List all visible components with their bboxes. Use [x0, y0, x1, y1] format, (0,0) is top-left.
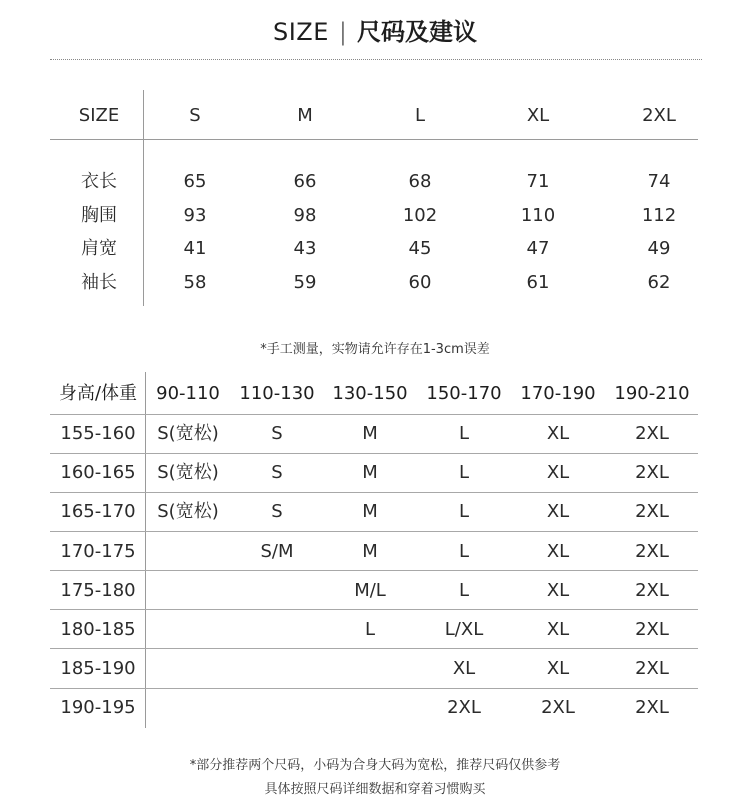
recommended-size: XL	[546, 423, 570, 444]
size-column-header: S	[189, 105, 201, 126]
measure-value: 93	[183, 205, 207, 226]
recommended-size: 2XL	[635, 579, 669, 601]
recommended-size: M	[362, 501, 378, 523]
recommended-size: S(宽松)	[157, 462, 219, 484]
title-separator: |	[338, 18, 347, 46]
dotted-divider	[50, 59, 702, 60]
weight-column-header: 150-170	[426, 383, 502, 404]
measure-value: 49	[647, 238, 671, 259]
table-row-divider	[50, 531, 698, 532]
measure-value: 41	[183, 238, 207, 259]
weight-column-header: 190-210	[614, 383, 690, 404]
height-row-label: 190-195	[60, 697, 136, 719]
table-row-divider	[50, 648, 698, 649]
weight-column-header: 130-150	[332, 383, 408, 404]
recommended-size: S/M	[260, 540, 294, 562]
recommended-size: S	[271, 462, 283, 484]
recommended-size: M/L	[354, 579, 386, 601]
table-header-divider	[50, 139, 698, 140]
measure-row-label: 衣长	[81, 171, 117, 192]
height-row-label: 175-180	[60, 579, 136, 601]
recommended-size: XL	[546, 462, 570, 484]
recommended-size: 2XL	[541, 697, 575, 719]
measure-value: 74	[647, 171, 671, 192]
recommended-size: M	[362, 540, 378, 562]
measure-value: 61	[526, 272, 550, 293]
table-row-divider	[50, 414, 698, 415]
recommended-size: 2XL	[635, 501, 669, 523]
table-row-divider	[50, 609, 698, 610]
size-column-header: XL	[526, 105, 550, 126]
measure-value: 58	[183, 272, 207, 293]
height-row-label: 155-160	[60, 423, 136, 444]
height-row-label: 180-185	[60, 619, 136, 640]
height-row-label: 160-165	[60, 462, 136, 484]
weight-column-header: 170-190	[520, 383, 596, 404]
size-recommendation-table	[50, 372, 698, 728]
table-vertical-divider	[145, 372, 146, 728]
size-header-label: SIZE	[78, 105, 120, 126]
recommended-size: XL	[546, 540, 570, 562]
recommended-size: XL	[546, 619, 570, 640]
weight-column-header: 90-110	[156, 383, 220, 404]
size-column-header: 2XL	[642, 105, 676, 126]
table-row-divider	[50, 688, 698, 689]
recommended-size: L	[458, 462, 470, 484]
footer-note-line-2: 具体按照尺码详细数据和穿着习惯购买	[264, 782, 486, 797]
measure-value: 98	[293, 205, 317, 226]
measurement-note: *手工测量，实物请允许存在1-3cm误差	[260, 342, 490, 357]
measure-row-label: 肩宽	[81, 238, 117, 259]
table-row-divider	[50, 453, 698, 454]
measure-value: 110	[520, 205, 556, 226]
measure-value: 68	[408, 171, 432, 192]
measure-row-label: 袖长	[81, 272, 117, 293]
measure-value: 45	[408, 238, 432, 259]
recommended-size: L	[364, 619, 376, 640]
size-column-header: M	[297, 105, 313, 126]
recommended-size: 2XL	[635, 619, 669, 640]
recommended-size: XL	[546, 658, 570, 680]
recommended-size: S	[271, 501, 283, 523]
size-column-header: L	[414, 105, 426, 126]
recommended-size: XL	[546, 501, 570, 523]
recommended-size: 2XL	[635, 697, 669, 719]
recommended-size: L	[458, 540, 470, 562]
table-row-divider	[50, 492, 698, 493]
measure-value: 47	[526, 238, 550, 259]
recommended-size: M	[362, 423, 378, 444]
measure-value: 65	[183, 171, 207, 192]
footer-note-line-1: *部分推荐两个尺码，小码为合身大码为宽松，推荐尺码仅供参考	[189, 758, 561, 773]
recommended-size: 2XL	[635, 658, 669, 680]
height-row-label: 185-190	[60, 658, 136, 680]
page-title	[0, 14, 750, 50]
table-vertical-divider	[143, 90, 144, 306]
measure-value: 60	[408, 272, 432, 293]
recommended-size: 2XL	[635, 423, 669, 444]
height-weight-corner-label: 身高/体重	[58, 383, 138, 404]
recommended-size: S(宽松)	[157, 501, 219, 523]
recommended-size: S(宽松)	[157, 423, 219, 444]
recommended-size: L	[458, 579, 470, 601]
height-row-label: 165-170	[60, 501, 136, 523]
recommended-size: S	[271, 423, 283, 444]
title-en: SIZE	[272, 18, 329, 46]
recommended-size: L	[458, 423, 470, 444]
measure-value: 66	[293, 171, 317, 192]
table-row-divider	[50, 570, 698, 571]
measure-value: 62	[647, 272, 671, 293]
measure-value: 112	[641, 205, 677, 226]
recommended-size: L	[458, 501, 470, 523]
measure-value: 71	[526, 171, 550, 192]
measure-value: 102	[402, 205, 438, 226]
recommended-size: L/XL	[444, 619, 484, 640]
measure-value: 43	[293, 238, 317, 259]
recommended-size: M	[362, 462, 378, 484]
measure-value: 59	[293, 272, 317, 293]
weight-column-header: 110-130	[239, 383, 315, 404]
recommended-size: 2XL	[447, 697, 481, 719]
measure-row-label: 胸围	[81, 205, 117, 226]
recommended-size: 2XL	[635, 540, 669, 562]
recommended-size: XL	[546, 579, 570, 601]
recommended-size: 2XL	[635, 462, 669, 484]
size-measure-table	[50, 90, 698, 306]
title-cn: 尺码及建议	[357, 18, 477, 46]
recommended-size: XL	[452, 658, 476, 680]
height-row-label: 170-175	[60, 540, 136, 562]
